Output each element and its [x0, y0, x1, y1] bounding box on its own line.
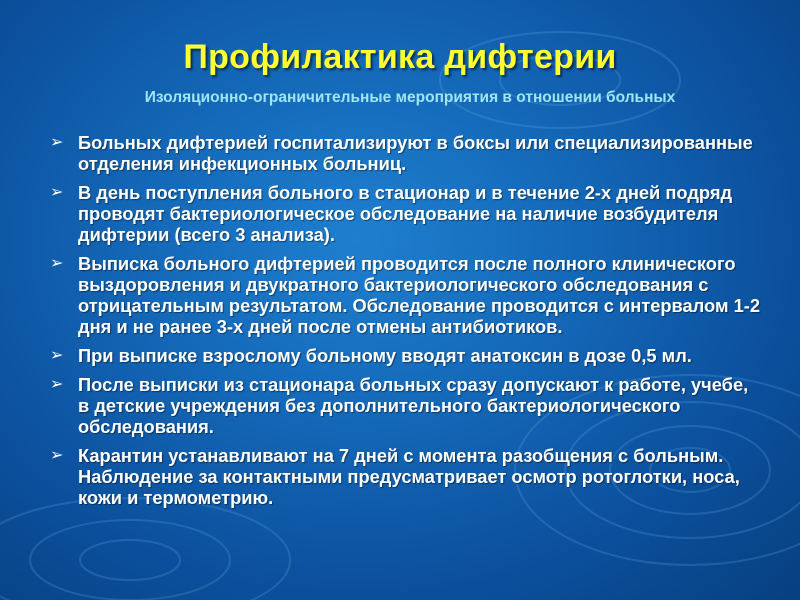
arrow-bullet-icon: ➢: [50, 255, 64, 272]
arrow-bullet-icon: ➢: [50, 134, 64, 151]
bullet-text: Карантин устанавливают на 7 дней с момента разобщения с больным. Наблюдение за контактными предусматривает осмотр ротоглотки, носа, кожи и термометрию.: [78, 445, 740, 508]
bullet-item: [50, 132, 762, 174]
bullet-item: [50, 374, 762, 437]
slide-subtitle: Изоляционно-ограничительные мероприятия в отношении больных: [144, 89, 676, 106]
bullet-text: После выписки из стационара больных сразу допускают к работе, учебе, в детские учреждения без дополнительного бактериологического обследования.: [78, 374, 749, 437]
bullet-item: [50, 445, 762, 508]
bullet-list: [50, 132, 762, 516]
arrow-bullet-icon: ➢: [50, 376, 64, 393]
bullet-text: В день поступления больного в стационар и в течение 2-х дней подряд проводят бактериологическое обследование на наличие возбудителя дифтерии (всего 3 анализа).: [78, 182, 733, 245]
arrow-bullet-icon: ➢: [50, 347, 64, 364]
bullet-item: [50, 182, 762, 245]
bullet-item: [50, 253, 762, 337]
bullet-text: При выписке взрослому больному вводят анатоксин в дозе 0,5 мл.: [78, 345, 692, 366]
bullet-item: [50, 345, 762, 366]
arrow-bullet-icon: ➢: [50, 184, 64, 201]
slide-title: Профилактика дифтерии: [183, 38, 617, 76]
arrow-bullet-icon: ➢: [50, 447, 64, 464]
bullet-text: Больных дифтерией госпитализируют в боксы или специализированные отделения инфекционных больниц.: [78, 132, 753, 174]
bullet-text: Выписка больного дифтерией проводится после полного клинического выздоровления и двукратного бактериологического обследования с отрицательным результатом. Обследование проводится с интервалом 1-2 дня и не ранее 3-х дней после отмены антибиотиков.: [78, 253, 761, 337]
